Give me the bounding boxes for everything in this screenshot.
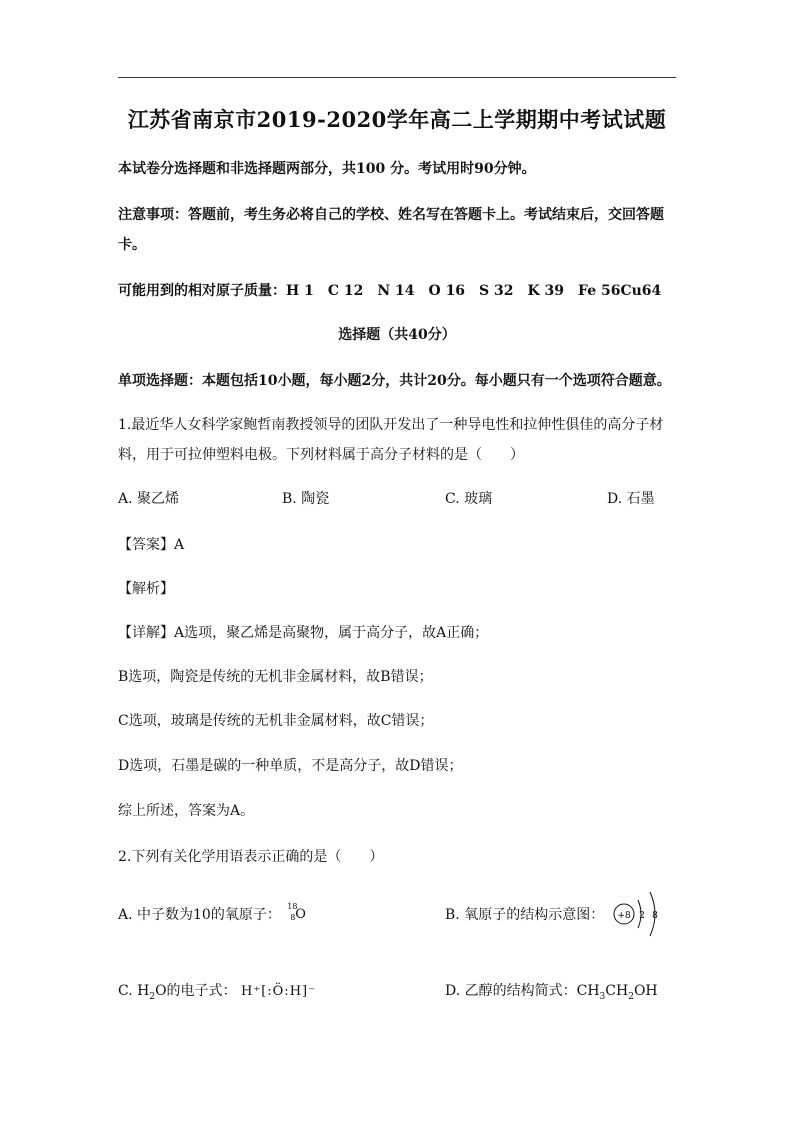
q1-detail-d: D选项，石墨是碳的一种单质，不是高分子，故D错误； — [118, 758, 463, 774]
header-rule — [118, 77, 676, 78]
q1-option-b: B. 陶瓷 — [282, 491, 330, 507]
q2-option-b: B. 氧原子的结构示意图： — [445, 907, 605, 923]
atomic-masses: 可能用到的相对原子质量：H 1 C 12 N 14 O 16 S 32 K 39 Fe 56Cu64 — [118, 283, 662, 299]
q2-option-d-sub1: 3 — [599, 991, 606, 1002]
q1-summary: 综上所述，答案为A。 — [118, 803, 255, 819]
q1-stem-line2: 料，用于可拉伸塑料电极。下列材料属于高分子材料的是（ ） — [118, 447, 524, 463]
q2-option-c-text: O的电子式： — [155, 983, 237, 999]
q1-analysis: 【解析】 — [118, 581, 174, 597]
q1-option-c: C. 玻璃 — [445, 491, 493, 507]
oxygen-structure-diagram — [612, 886, 662, 942]
q2-option-c — [118, 980, 316, 1002]
q1-option-d: D. 石墨 — [607, 491, 655, 507]
section-instruction: 单项选择题：本题包括10小题，每小题2分，共计20分。每小题只有一个选项符合题意。 — [118, 373, 671, 389]
q2-option-c-sub: 2 — [149, 991, 156, 1002]
q1-option-a: A. 聚乙烯 — [118, 491, 180, 507]
q2-option-d-sub2: 2 — [628, 991, 634, 1002]
intro-notice-cont: 卡。 — [118, 237, 146, 253]
intro-scope: 本试卷分选择题和非选择题两部分，共100 分。考试用时90分钟。 — [118, 161, 536, 177]
water-electron-formula: H⁺[:Ö:H]⁻ — [241, 984, 316, 999]
isotope-element: O — [295, 907, 306, 922]
q2-option-d-text: D. 乙醇的结构简式：CH — [445, 983, 600, 999]
q2-option-a — [118, 904, 305, 924]
isotope-atomic-number: 8 — [290, 913, 296, 922]
q2-option-d-end: OH — [633, 983, 658, 999]
q1-detail-a: 【详解】A选项，聚乙烯是高聚物，属于高分子，故A正确； — [118, 625, 489, 641]
q2-option-a-text: A. 中子数为10的氧原子： — [118, 907, 281, 923]
nucleus-charge: +8 — [617, 911, 631, 921]
intro-notice: 注意事项：答题前，考生务必将自己的学校、姓名写在答题卡上。考试结束后，交回答题 — [118, 207, 664, 223]
q2-option-d-mid: CH — [605, 983, 629, 999]
q2-option-c-prefix: C. H — [118, 983, 150, 999]
q1-detail-c: C选项，玻璃是传统的无机非金属材料，故C错误； — [118, 713, 434, 729]
section-heading: 选择题（共40分） — [338, 327, 456, 343]
q2-option-d — [445, 980, 658, 1002]
page-title: 江苏省南京市2019-2020学年高二上学期期中考试试题 — [127, 107, 667, 132]
isotope-mass-number: 18 — [287, 902, 298, 911]
oxygen-isotope-symbol — [285, 902, 306, 923]
q1-detail-b: B选项，陶瓷是传统的无机非金属材料，故B错误； — [118, 669, 433, 685]
q1-stem-line1: 1.最近华人女科学家鲍哲南教授领导的团队开发出了一种导电性和拉伸性俱佳的高分子材 — [118, 417, 664, 433]
shell-2-electrons: 8 — [652, 911, 658, 921]
q2-stem: 2.下列有关化学用语表示正确的是（ ） — [118, 849, 384, 865]
shell-1-electrons: 2 — [639, 911, 645, 921]
q1-answer: 【答案】A — [118, 537, 185, 553]
